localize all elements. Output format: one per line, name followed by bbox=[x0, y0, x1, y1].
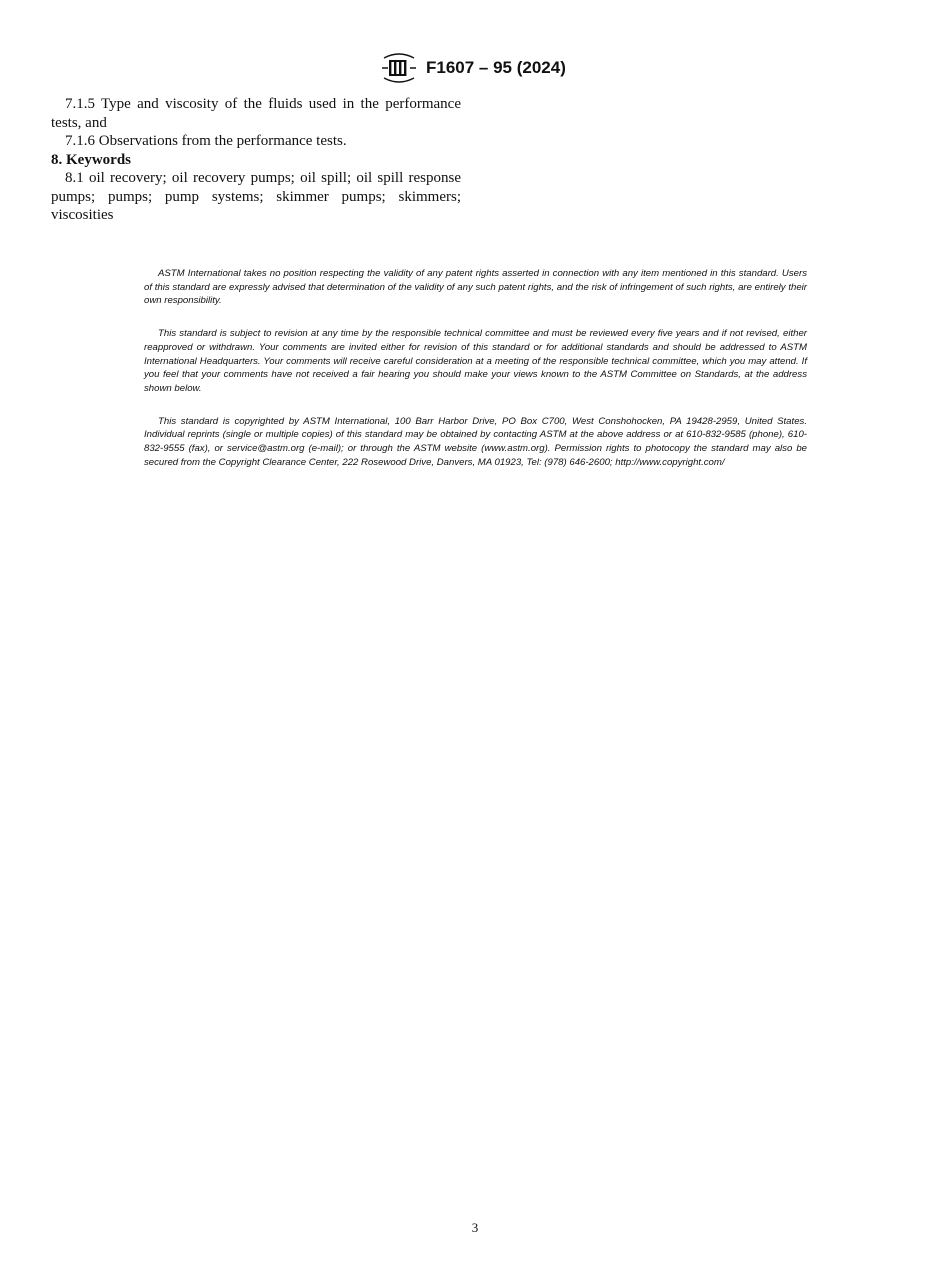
revision-notice: This standard is subject to revision at any time by the responsible technical committee and must be reviewed every five years and if not revised, either reapproved or withdrawn. Your comments are invited either for revision of this standard or for additional standards and should be addressed to ASTM International Headquarters. Your comments will receive careful consideration at a meeting of the responsible technical committee, which you may attend. If you feel that your comments have not received a fair hearing you should make your views known to the ASTM Committee on Standards, at the address shown below. bbox=[144, 328, 807, 394]
copyright-notice: This standard is copyrighted by ASTM International, 100 Barr Harbor Drive, PO Box C700, West Conshohocken, PA 19428-2959, United States. Individual reprints (single or multiple copies) of this standard may be obtained by contacting ASTM at the above address or at 610-832-9585 (phone), 610-832-9555 (fax), or service@astm.org (e-mail); or through the ASTM website (www.astm.org). Permission rights to photocopy the standard may also be secured from the Copyright Clearance Center, 222 Rosewood Drive, Danvers, MA 01923, Tel: (978) 646-2600; http://www.copyright.com/ bbox=[144, 415, 807, 468]
astm-logo-icon bbox=[380, 52, 418, 84]
page-number: 3 bbox=[471, 1220, 479, 1235]
body-column bbox=[51, 95, 461, 225]
patent-notice: ASTM International takes no position respecting the validity of any patent rights asserted in connection with any item mentioned in this standard. Users of this standard are expressly advised that determination of the validity of any such patent rights, and the risk of infringement of such rights, are entirely their own responsibility. bbox=[144, 268, 807, 307]
item-7-1-5: 7.1.5 Type and viscosity of the fluids used in the performance tests, and bbox=[51, 96, 461, 131]
standard-designation: F1607 – 95 (2024) bbox=[426, 58, 566, 77]
item-7-1-6: 7.1.6 Observations from the performance tests. bbox=[65, 133, 347, 149]
astm-notices bbox=[144, 267, 807, 488]
section-8-heading: 8. Keywords bbox=[51, 151, 131, 168]
page-header bbox=[0, 52, 950, 86]
item-8-1: 8.1 oil recovery; oil recovery pumps; oil spill; oil spill response pumps; pumps; pump systems; skimmer pumps; skimmers; viscosities bbox=[51, 170, 461, 223]
